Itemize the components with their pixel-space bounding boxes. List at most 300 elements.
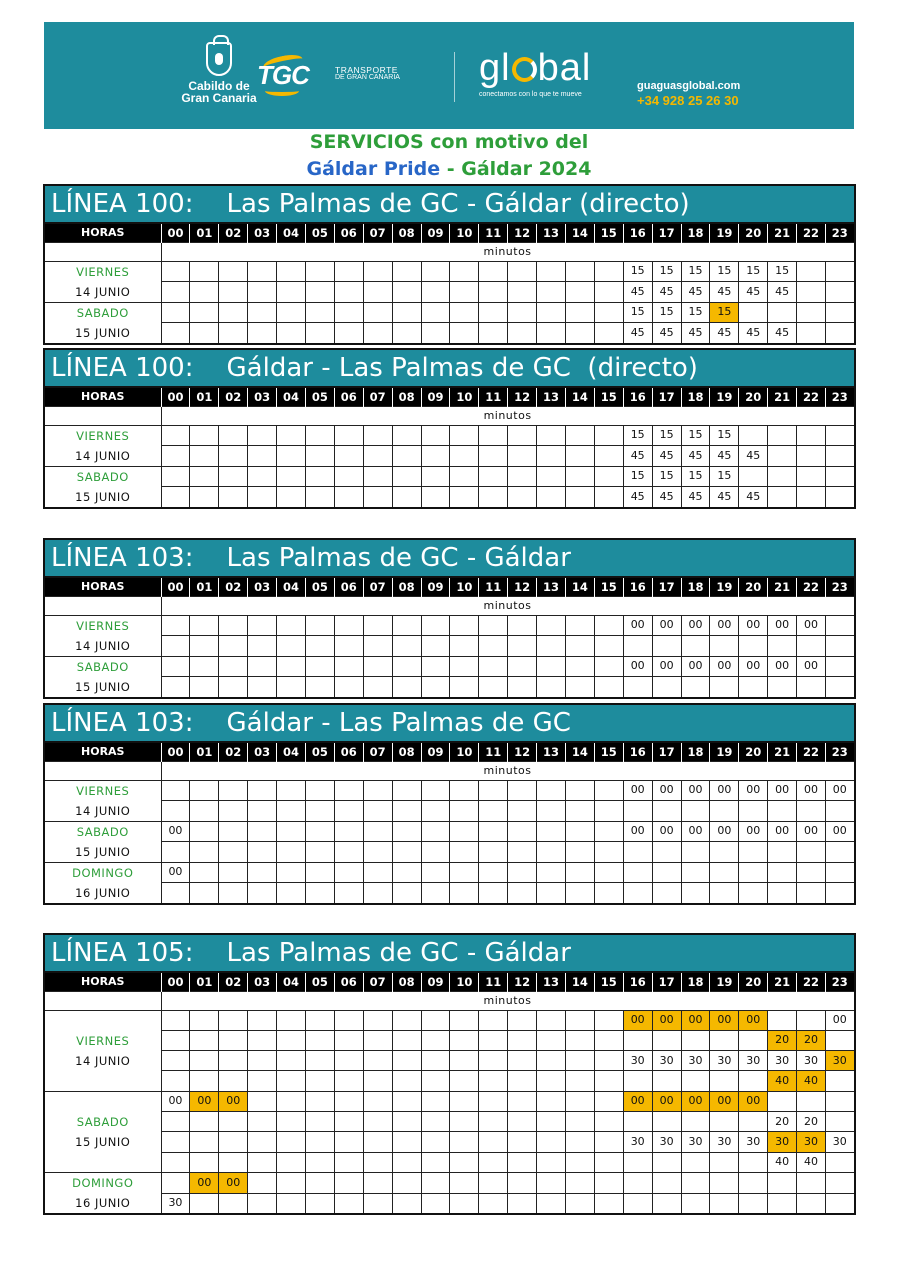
minute-cell	[623, 883, 652, 904]
minute-cell	[277, 842, 306, 863]
table-row	[44, 1071, 855, 1091]
minute-cell	[623, 801, 652, 822]
minute-cell	[768, 1193, 797, 1214]
minute-cell	[450, 780, 479, 801]
minute-cell	[537, 446, 566, 467]
minute-cell	[623, 842, 652, 863]
minute-cell: 00	[710, 1091, 739, 1111]
minute-cell: 00	[739, 656, 768, 677]
hour-header: 14	[565, 742, 594, 761]
hour-header: 22	[797, 577, 826, 596]
minute-cell	[508, 801, 537, 822]
minute-cell	[305, 780, 334, 801]
minute-cell	[392, 487, 421, 508]
minute-cell	[421, 1152, 450, 1172]
day-label	[44, 261, 161, 302]
day-label	[44, 615, 161, 656]
minute-cell	[450, 677, 479, 698]
minute-cell	[190, 842, 219, 863]
minute-cell: 40	[768, 1152, 797, 1172]
minute-cell	[305, 801, 334, 822]
minute-cell	[565, 323, 594, 344]
minute-cell	[825, 636, 854, 657]
minute-cell	[392, 636, 421, 657]
minute-cell	[508, 862, 537, 883]
table-row	[44, 636, 855, 657]
day-date: 14 JUNIO	[75, 638, 131, 653]
minute-cell	[450, 323, 479, 344]
minute-cell	[797, 446, 826, 467]
minute-cell: 00	[797, 780, 826, 801]
hour-header: 11	[479, 742, 508, 761]
minute-cell	[421, 677, 450, 698]
minute-cell	[161, 615, 190, 636]
hour-header: 15	[594, 577, 623, 596]
timetable-l100a	[43, 184, 856, 345]
hour-header: 12	[508, 577, 537, 596]
minute-cell	[334, 282, 363, 303]
minute-cell	[305, 1030, 334, 1050]
minute-cell	[565, 1152, 594, 1172]
table-row	[44, 821, 855, 842]
minute-cell	[450, 1172, 479, 1193]
hour-header: 19	[710, 223, 739, 242]
minute-cell	[248, 1172, 277, 1193]
minute-cell	[739, 425, 768, 446]
minute-cell	[277, 1152, 306, 1172]
hour-header: 18	[681, 972, 710, 991]
day-date: 15 JUNIO	[75, 844, 131, 859]
hour-header: 12	[508, 972, 537, 991]
minute-cell	[537, 615, 566, 636]
minute-cell	[652, 1030, 681, 1050]
minute-cell	[161, 1111, 190, 1131]
minute-cell	[537, 1111, 566, 1131]
hour-header: 14	[565, 972, 594, 991]
minute-cell	[479, 487, 508, 508]
minute-cell	[248, 656, 277, 677]
minute-cell	[450, 487, 479, 508]
minute-cell	[508, 1111, 537, 1131]
minute-cell	[450, 615, 479, 636]
minute-cell: 00	[190, 1172, 219, 1193]
minute-cell	[710, 1111, 739, 1131]
minute-cell	[277, 1071, 306, 1091]
minute-cell	[161, 656, 190, 677]
minute-cell: 00	[710, 780, 739, 801]
minute-cell	[825, 323, 854, 344]
minute-cell	[219, 1071, 248, 1091]
hour-header: 17	[652, 972, 681, 991]
table-row	[44, 1091, 855, 1111]
day-label	[44, 862, 161, 904]
minute-cell: 00	[739, 1091, 768, 1111]
minute-cell	[421, 1071, 450, 1091]
minute-cell	[392, 1193, 421, 1214]
table-row	[44, 1152, 855, 1172]
minute-cell	[161, 883, 190, 904]
minute-cell: 45	[652, 282, 681, 303]
minute-cell: 45	[623, 487, 652, 508]
line-title: LÍNEA 103: Gáldar - Las Palmas de GC	[44, 704, 855, 742]
minute-cell: 00	[768, 656, 797, 677]
minute-cell	[508, 323, 537, 344]
minute-cell	[363, 801, 392, 822]
hour-header: 13	[537, 972, 566, 991]
minute-cell	[248, 883, 277, 904]
hour-header: 09	[421, 387, 450, 406]
minute-cell	[219, 883, 248, 904]
minute-cell	[710, 1071, 739, 1091]
minute-cell	[565, 842, 594, 863]
hour-header: 09	[421, 972, 450, 991]
minute-cell	[594, 615, 623, 636]
minute-cell	[825, 677, 854, 698]
minute-cell	[681, 842, 710, 863]
hour-header: 05	[305, 742, 334, 761]
minute-cell	[652, 862, 681, 883]
day-name: SABADO	[76, 824, 129, 839]
minute-cell	[508, 1051, 537, 1071]
hour-header: 06	[334, 577, 363, 596]
minute-cell	[797, 282, 826, 303]
line-title: LÍNEA 100: Gáldar - Las Palmas de GC (directo)	[44, 349, 855, 387]
minute-cell	[161, 842, 190, 863]
contact-phone: +34 928 25 26 30	[637, 93, 739, 108]
minute-cell: 00	[681, 1010, 710, 1030]
minute-cell	[797, 302, 826, 323]
minute-cell	[161, 677, 190, 698]
minute-cell	[797, 425, 826, 446]
minute-cell	[537, 677, 566, 698]
minute-cell	[305, 1132, 334, 1152]
table-row	[44, 1132, 855, 1152]
minute-cell	[219, 302, 248, 323]
minute-cell	[248, 446, 277, 467]
hour-header: 03	[248, 742, 277, 761]
day-name: VIERNES	[76, 1033, 130, 1048]
day-date: 15 JUNIO	[75, 489, 131, 504]
minute-cell	[565, 282, 594, 303]
minute-cell	[508, 425, 537, 446]
minute-cell	[537, 1071, 566, 1091]
tgc-mark: TGC	[257, 60, 309, 90]
minute-cell	[652, 677, 681, 698]
minute-cell	[277, 487, 306, 508]
minute-cell	[363, 1051, 392, 1071]
minute-cell	[565, 1132, 594, 1152]
minute-cell	[363, 821, 392, 842]
minute-cell	[768, 677, 797, 698]
minute-cell: 15	[681, 302, 710, 323]
minute-cell: 30	[797, 1051, 826, 1071]
minute-cell: 00	[681, 656, 710, 677]
minute-cell	[363, 677, 392, 698]
hour-header: 04	[277, 972, 306, 991]
minute-cell	[479, 656, 508, 677]
minute-cell	[565, 801, 594, 822]
minute-cell	[508, 821, 537, 842]
minute-cell	[305, 1193, 334, 1214]
minute-cell	[219, 446, 248, 467]
minute-cell	[479, 1172, 508, 1193]
day-name: VIERNES	[76, 783, 130, 798]
minute-cell	[334, 636, 363, 657]
day-date: 16 JUNIO	[75, 1195, 131, 1210]
minute-cell	[825, 656, 854, 677]
minute-cell	[768, 487, 797, 508]
minute-cell	[161, 261, 190, 282]
minute-cell	[421, 656, 450, 677]
minute-cell	[479, 780, 508, 801]
minute-cell	[277, 656, 306, 677]
minutes-spacer	[44, 242, 161, 261]
minute-cell	[334, 261, 363, 282]
minute-cell	[565, 615, 594, 636]
minute-cell	[190, 261, 219, 282]
minute-cell	[363, 487, 392, 508]
minute-cell	[305, 883, 334, 904]
minute-cell	[421, 261, 450, 282]
minute-cell	[768, 1010, 797, 1030]
minute-cell: 30	[739, 1051, 768, 1071]
minute-cell: 15	[623, 261, 652, 282]
minute-cell	[508, 1071, 537, 1091]
minute-cell	[479, 1010, 508, 1030]
minute-cell	[392, 821, 421, 842]
day-label	[44, 1010, 161, 1091]
hour-header: 21	[768, 742, 797, 761]
minute-cell: 15	[710, 261, 739, 282]
minute-cell: 30	[710, 1132, 739, 1152]
minute-cell	[594, 801, 623, 822]
day-label	[44, 656, 161, 698]
hour-header: 09	[421, 742, 450, 761]
minute-cell	[363, 1010, 392, 1030]
hour-header: 06	[334, 387, 363, 406]
table-row	[44, 1172, 855, 1193]
hour-header: 09	[421, 577, 450, 596]
minute-cell	[739, 677, 768, 698]
hour-header: 19	[710, 387, 739, 406]
minute-cell	[450, 282, 479, 303]
minute-cell	[594, 883, 623, 904]
minute-cell	[305, 842, 334, 863]
minute-cell: 30	[768, 1051, 797, 1071]
minute-cell	[623, 862, 652, 883]
minute-cell	[305, 636, 334, 657]
minute-cell	[277, 302, 306, 323]
minute-cell	[681, 1152, 710, 1172]
minute-cell	[363, 302, 392, 323]
minute-cell	[594, 282, 623, 303]
minute-cell	[565, 1172, 594, 1193]
table-row	[44, 842, 855, 863]
minute-cell	[392, 615, 421, 636]
minute-cell	[508, 302, 537, 323]
minute-cell	[248, 862, 277, 883]
minute-cell: 00	[739, 780, 768, 801]
hour-header: 08	[392, 742, 421, 761]
minute-cell	[537, 1152, 566, 1172]
minute-cell: 00	[825, 780, 854, 801]
minute-cell	[710, 801, 739, 822]
minute-cell	[392, 780, 421, 801]
minute-cell: 45	[710, 323, 739, 344]
minute-cell	[277, 615, 306, 636]
minute-cell	[739, 1172, 768, 1193]
minute-cell	[305, 677, 334, 698]
minute-cell	[277, 1132, 306, 1152]
minute-cell	[190, 780, 219, 801]
hour-header: 01	[190, 577, 219, 596]
minute-cell	[739, 466, 768, 487]
minute-cell	[565, 261, 594, 282]
minute-cell	[248, 1193, 277, 1214]
minute-cell	[508, 656, 537, 677]
minute-cell	[594, 302, 623, 323]
minute-cell	[508, 466, 537, 487]
minute-cell	[248, 323, 277, 344]
minute-cell: 45	[739, 323, 768, 344]
minute-cell	[565, 780, 594, 801]
minute-cell	[797, 842, 826, 863]
line-title: LÍNEA 103: Las Palmas de GC - Gáldar	[44, 539, 855, 577]
minute-cell	[161, 425, 190, 446]
minute-cell	[248, 425, 277, 446]
minute-cell	[392, 1152, 421, 1172]
hour-header: 02	[219, 972, 248, 991]
hour-header: 12	[508, 387, 537, 406]
minute-cell: 15	[768, 261, 797, 282]
minutes-label: minutos	[161, 761, 855, 780]
minute-cell	[190, 302, 219, 323]
cabildo-name-line2: Gran Canaria	[181, 91, 257, 105]
hour-header: 00	[161, 387, 190, 406]
minute-cell	[508, 883, 537, 904]
minute-cell	[652, 1111, 681, 1131]
minute-cell	[305, 1071, 334, 1091]
minute-cell	[537, 487, 566, 508]
minute-cell	[537, 656, 566, 677]
minute-cell: 00	[825, 1010, 854, 1030]
minute-cell	[825, 466, 854, 487]
hour-header: 16	[623, 223, 652, 242]
minute-cell	[334, 821, 363, 842]
minute-cell	[277, 1193, 306, 1214]
hour-header: 10	[450, 742, 479, 761]
minute-cell	[363, 883, 392, 904]
minute-cell	[392, 656, 421, 677]
hour-header: 05	[305, 972, 334, 991]
minute-cell	[219, 323, 248, 344]
minute-cell	[594, 1111, 623, 1131]
minute-cell	[508, 842, 537, 863]
minute-cell: 00	[681, 1091, 710, 1111]
minute-cell: 00	[710, 615, 739, 636]
page-title-place: - Gáldar 2024	[440, 158, 592, 180]
tgc-subtitle: TRANSPORTE DE GRAN CANARIA	[335, 65, 400, 81]
hour-header: 08	[392, 972, 421, 991]
minute-cell	[768, 1172, 797, 1193]
hour-header: 16	[623, 972, 652, 991]
minute-cell	[797, 261, 826, 282]
minute-cell	[305, 282, 334, 303]
day-date: 14 JUNIO	[75, 448, 131, 463]
minute-cell	[277, 1172, 306, 1193]
logo-divider	[454, 52, 455, 102]
minute-cell	[594, 1051, 623, 1071]
minutes-spacer	[44, 406, 161, 425]
day-label	[44, 425, 161, 466]
hour-header: 05	[305, 387, 334, 406]
minute-cell	[277, 261, 306, 282]
minute-cell	[537, 1030, 566, 1050]
line-title: LÍNEA 100: Las Palmas de GC - Gáldar (directo)	[44, 185, 855, 223]
minute-cell	[190, 323, 219, 344]
minute-cell	[392, 1010, 421, 1030]
minute-cell	[450, 862, 479, 883]
minute-cell	[161, 801, 190, 822]
minute-cell	[652, 801, 681, 822]
hour-header: 20	[739, 972, 768, 991]
minute-cell: 45	[768, 323, 797, 344]
hour-header: 23	[825, 223, 854, 242]
minute-cell	[508, 1030, 537, 1050]
minute-cell	[421, 487, 450, 508]
minute-cell	[508, 1091, 537, 1111]
minute-cell	[161, 282, 190, 303]
minute-cell	[652, 1193, 681, 1214]
minute-cell: 00	[623, 656, 652, 677]
minute-cell: 45	[623, 323, 652, 344]
minute-cell	[508, 1132, 537, 1152]
minute-cell: 45	[681, 323, 710, 344]
minute-cell	[392, 446, 421, 467]
hour-header: 19	[710, 577, 739, 596]
minute-cell	[219, 821, 248, 842]
minute-cell	[623, 677, 652, 698]
minute-cell: 40	[797, 1152, 826, 1172]
minute-cell	[161, 487, 190, 508]
minute-cell	[450, 842, 479, 863]
minute-cell	[305, 425, 334, 446]
minute-cell	[334, 302, 363, 323]
minute-cell	[479, 1152, 508, 1172]
minute-cell	[508, 487, 537, 508]
minute-cell	[421, 282, 450, 303]
hours-label: HORAS	[44, 742, 161, 761]
hour-header: 19	[710, 972, 739, 991]
hours-label: HORAS	[44, 223, 161, 242]
minute-cell	[739, 1193, 768, 1214]
minute-cell	[248, 1010, 277, 1030]
minute-cell	[594, 862, 623, 883]
minute-cell	[537, 282, 566, 303]
minute-cell	[190, 446, 219, 467]
minute-cell	[450, 446, 479, 467]
minute-cell	[363, 636, 392, 657]
table-row	[44, 1111, 855, 1131]
minute-cell	[363, 1172, 392, 1193]
minute-cell	[479, 466, 508, 487]
minute-cell	[190, 466, 219, 487]
day-label	[44, 466, 161, 508]
minute-cell	[479, 302, 508, 323]
minute-cell	[161, 1071, 190, 1091]
minute-cell	[537, 1172, 566, 1193]
minute-cell: 00	[710, 656, 739, 677]
